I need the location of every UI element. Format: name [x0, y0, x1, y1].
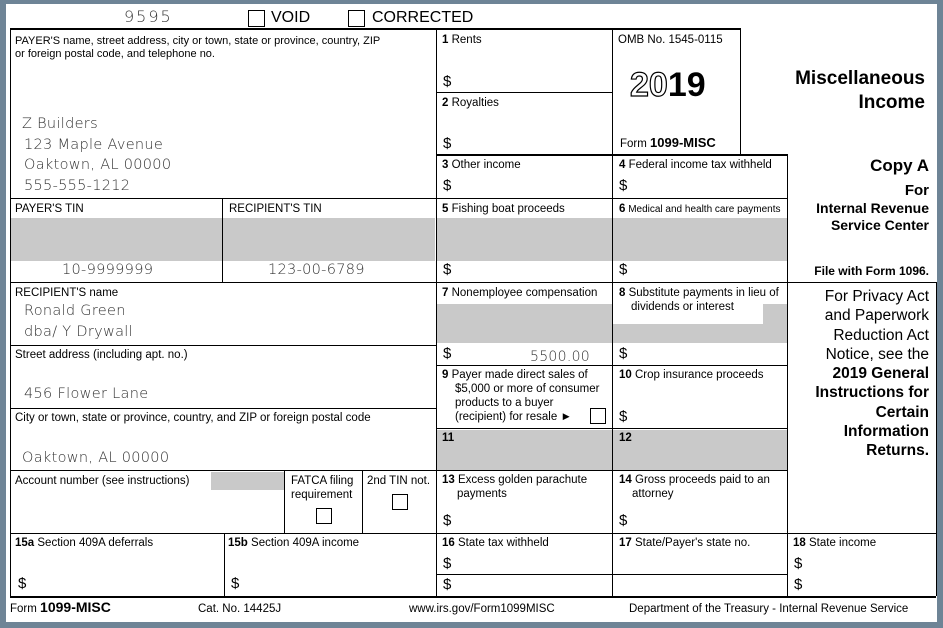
box8-dollar: $: [619, 345, 628, 362]
box8-shade-right: [763, 304, 787, 324]
payer-phone: 555-555-1212: [24, 178, 131, 194]
notice-line2: and Paperwork: [824, 307, 929, 325]
omb-form-name: Form 1099-MISC: [620, 135, 716, 150]
payer-tin: 10-9999999: [62, 262, 154, 278]
footer-department: Department of the Treasury - Internal Revenue Service: [629, 603, 909, 615]
box9-checkbox[interactable]: [590, 408, 606, 424]
box5-shade: [436, 218, 612, 261]
notice-line4: Notice, see the: [825, 345, 929, 363]
payer-label-2: or foreign postal code, and telephone no.: [15, 48, 215, 60]
notice-line1: For Privacy Act: [824, 288, 929, 305]
box16-dollar-2: $: [443, 576, 452, 593]
notice-line7: Certain: [875, 403, 929, 421]
box14-label: 14 Gross proceeds paid to an: [619, 474, 770, 486]
box9-label: 9 Payer made direct sales of: [442, 369, 588, 381]
box9-label-4: (recipient) for resale ►: [455, 411, 572, 423]
box10-label: 10 Crop insurance proceeds: [619, 369, 764, 381]
omb-number: OMB No. 1545-0115: [618, 34, 723, 46]
payer-street: 123 Maple Avenue: [24, 137, 164, 153]
box12-label: 12: [619, 432, 632, 444]
recipient-street-label: Street address (including apt. no.): [15, 349, 188, 361]
box13-label-2: payments: [457, 488, 507, 500]
box18-dollar-1: $: [794, 555, 803, 572]
recipient-street: 456 Flower Lane: [24, 386, 149, 402]
box14-label-2: attorney: [632, 488, 674, 500]
form-1099-misc: [6, 4, 937, 622]
box13-dollar: $: [443, 512, 452, 529]
recipient-tin: 123-00-6789: [268, 262, 365, 278]
copy-a-label: Copy A: [870, 156, 929, 175]
box7-shade: [436, 304, 612, 343]
box7-label: 7 Nonemployee compensation: [442, 287, 598, 299]
box17-label: 17 State/Payer's state no.: [619, 537, 751, 549]
box11-shade: [436, 430, 612, 470]
recipient-name: Ronald Green: [24, 303, 126, 319]
recipient-name-label: RECIPIENT'S name: [15, 287, 119, 299]
box1-label: 1 Rents: [442, 34, 482, 46]
file-with: File with Form 1096.: [814, 264, 929, 278]
box10-dollar: $: [619, 408, 628, 425]
privacy-notice: [815, 287, 929, 461]
box4-dollar: $: [619, 177, 628, 194]
copy-irs: [816, 200, 929, 234]
box7-dollar: $: [443, 345, 452, 362]
recipient-city: Oaktown, AL 00000: [22, 450, 170, 466]
box6-dollar: $: [619, 261, 628, 278]
box4-label: 4 Federal income tax withheld: [619, 159, 772, 171]
notice-line8: Information: [843, 423, 929, 441]
irs-line1: Internal Revenue: [816, 200, 929, 216]
box14-dollar: $: [619, 512, 628, 529]
box12-shade: [613, 430, 787, 470]
form-title-line2: Income: [858, 92, 925, 113]
tax-year-outline: 20: [630, 66, 668, 104]
box6-shade: [613, 218, 787, 261]
box8-label: 8 Substitute payments in lieu of: [619, 287, 779, 299]
box15b-label: 15b Section 409A income: [228, 537, 360, 549]
box3-dollar: $: [443, 177, 452, 194]
box16-label: 16 State tax withheld: [442, 537, 549, 549]
notice-line9: Returns.: [866, 442, 929, 460]
box7-value: 5500.00: [530, 349, 590, 365]
payer-name: Z Builders: [22, 116, 98, 132]
box18-label: 18 State income: [793, 537, 877, 549]
box5-dollar: $: [443, 261, 452, 278]
form-title-line1: Miscellaneous: [795, 68, 925, 89]
account-shade: [211, 472, 284, 490]
notice-line6: Instructions for: [815, 384, 929, 402]
box15b-dollar: $: [231, 575, 240, 592]
form-number: 9595: [124, 7, 173, 26]
box13-label: 13 Excess golden parachute: [442, 474, 588, 486]
box18-dollar-2: $: [794, 576, 803, 593]
footer-url: www.irs.gov/Form1099MISC: [409, 603, 555, 615]
void-checkbox[interactable]: [248, 10, 265, 27]
fatca-label: FATCA filing: [291, 475, 354, 487]
box8-shade: [613, 324, 787, 343]
corrected-label: CORRECTED: [372, 9, 474, 26]
box8-label-2: dividends or interest: [631, 301, 734, 313]
notice-line5: 2019 General: [832, 365, 929, 383]
fatca-checkbox[interactable]: [316, 508, 332, 524]
box9-label-3: products to a buyer: [455, 397, 554, 409]
account-label: Account number (see instructions): [15, 475, 190, 487]
box9-label-2: $5,000 or more of consumer: [455, 383, 600, 395]
box2-dollar: $: [443, 135, 452, 152]
void-label: VOID: [271, 9, 311, 26]
copy-for-label: For: [904, 182, 929, 199]
payer-city: Oaktown, AL 00000: [24, 157, 172, 173]
payer-tin-label: PAYER'S TIN: [15, 203, 84, 215]
box2-label: 2 Royalties: [442, 97, 499, 109]
box5-label: 5 Fishing boat proceeds: [442, 203, 565, 215]
second-tin-checkbox[interactable]: [392, 494, 408, 510]
corrected-checkbox[interactable]: [348, 10, 365, 27]
irs-line2: Service Center: [830, 217, 929, 233]
notice-line3: Reduction Act: [833, 326, 929, 344]
footer-cat-no: Cat. No. 14425J: [198, 603, 282, 615]
tax-year: [630, 66, 706, 104]
box15a-dollar: $: [18, 575, 27, 592]
box11-label: 11: [442, 432, 455, 444]
box6-label: 6 Medical and health care payments: [619, 203, 781, 215]
payer-label: PAYER'S name, street address, city or town, state or province, country, ZIP: [15, 35, 381, 47]
footer-form-name: Form 1099-MISC: [10, 599, 111, 615]
tax-year-bold: 19: [667, 66, 706, 104]
form-title: [795, 67, 925, 115]
box15a-label: 15a Section 409A deferrals: [15, 537, 154, 549]
recipient-dba: dba/ Y Drywall: [24, 324, 133, 340]
fatca-label-2: requirement: [291, 489, 353, 501]
box16-dollar-1: $: [443, 555, 452, 572]
recipient-city-label: City or town, state or province, country, and ZIP or foreign postal code: [15, 412, 371, 424]
copy-a-heading: [870, 156, 929, 200]
second-tin-label: 2nd TIN not.: [367, 475, 431, 487]
box1-dollar: $: [443, 73, 452, 90]
box3-label: 3 Other income: [442, 159, 521, 171]
recipient-tin-label: RECIPIENT'S TIN: [229, 203, 322, 215]
